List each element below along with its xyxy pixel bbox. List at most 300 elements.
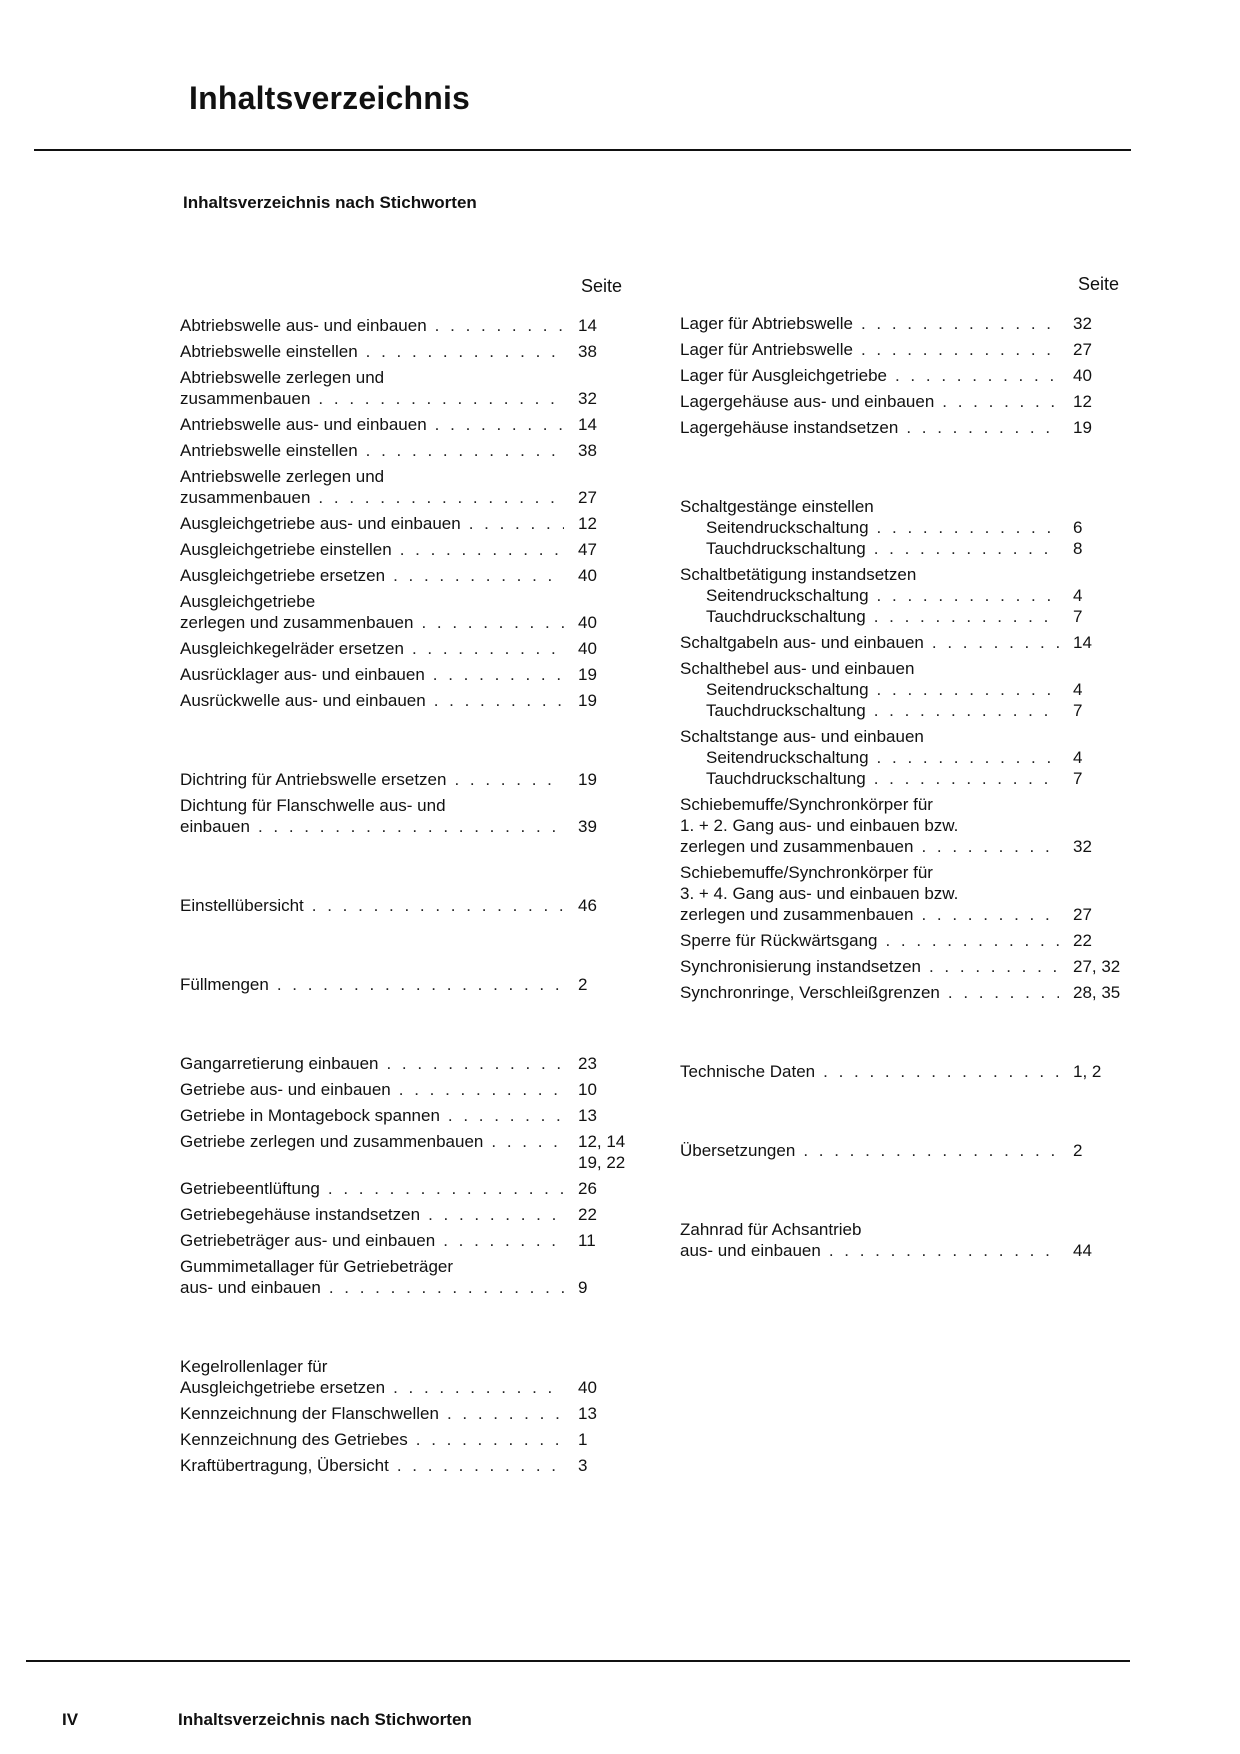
index-entry — [180, 513, 640, 534]
entry-text: Kennzeichnung des Getriebes — [180, 1430, 408, 1449]
entry-label — [680, 930, 1073, 951]
entry-page: 23 — [578, 1054, 597, 1073]
entry-page: 19 — [578, 770, 597, 789]
index-item — [180, 367, 640, 409]
entry-text: Tauchdruckschaltung — [706, 769, 866, 788]
index-item — [180, 895, 640, 916]
index-subtitle: Inhaltsverzeichnis nach Stichworten — [183, 193, 477, 212]
index-item — [180, 795, 640, 837]
leader-dots — [277, 974, 564, 995]
entry-page: 40 — [578, 613, 597, 632]
entry-line: Gummimetallager für Getriebeträger — [180, 1257, 454, 1276]
leader-dots — [258, 816, 564, 837]
entry-label — [680, 632, 1073, 653]
entry-label — [180, 414, 578, 435]
entry-label — [180, 388, 578, 409]
leader-dots — [929, 956, 1059, 977]
index-entry — [180, 1403, 640, 1424]
index-item — [680, 862, 1135, 925]
index-entry — [680, 768, 1135, 789]
index-entry — [680, 391, 1135, 412]
entry-text: Gangarretierung einbauen — [180, 1054, 379, 1073]
entry-page: 12, 14 — [578, 1132, 626, 1151]
entry-page: 4 — [1073, 586, 1083, 605]
entry-page: 13 — [578, 1106, 597, 1125]
index-item — [680, 930, 1135, 951]
leader-dots — [443, 1230, 564, 1251]
leader-dots — [447, 1403, 564, 1424]
entry-label — [180, 315, 578, 336]
index-item — [180, 664, 640, 685]
leader-dots — [829, 1240, 1059, 1261]
entry-page: 44 — [1073, 1241, 1092, 1260]
entry-text: zerlegen und zusammenbauen — [180, 613, 414, 632]
index-group — [180, 895, 640, 916]
leader-dots — [948, 982, 1059, 1003]
entry-label — [180, 1429, 578, 1450]
entry-page: 40 — [578, 1378, 597, 1397]
entry-line: Schiebemuffe/Synchronkörper für — [680, 863, 933, 882]
leader-dots — [877, 517, 1059, 538]
index-item — [180, 565, 640, 586]
index-item — [680, 313, 1135, 334]
leader-dots — [861, 339, 1059, 360]
index-item — [180, 1204, 640, 1225]
index-entry — [180, 612, 640, 633]
entry-text: Seitendruckschaltung — [706, 586, 869, 605]
index-entry — [180, 974, 640, 995]
entry-page: 22 — [578, 1205, 597, 1224]
leader-dots — [874, 606, 1059, 627]
entry-line: 1. + 2. Gang aus- und einbauen bzw. — [680, 816, 959, 835]
leader-dots — [877, 679, 1059, 700]
index-entry — [680, 632, 1135, 653]
index-item — [180, 1178, 640, 1199]
index-item — [680, 956, 1135, 977]
entry-label — [180, 341, 578, 362]
entry-text: Tauchdruckschaltung — [706, 701, 866, 720]
entry-label — [706, 700, 1073, 721]
index-item — [180, 341, 640, 362]
entry-text: zerlegen und zusammenbauen — [680, 837, 914, 856]
index-entry — [180, 1079, 640, 1100]
entry-text: Getriebeentlüftung — [180, 1179, 320, 1198]
index-group — [180, 1053, 640, 1298]
entry-line: Antriebswelle zerlegen und — [180, 467, 385, 486]
index-entry — [180, 638, 640, 659]
leader-dots — [366, 341, 564, 362]
index-entry — [180, 769, 640, 790]
entry-page: 9 — [578, 1278, 588, 1297]
index-item — [680, 564, 1135, 627]
entry-page: 32 — [1073, 314, 1092, 333]
entry-page: 6 — [1073, 518, 1083, 537]
entry-text: aus- und einbauen — [180, 1278, 321, 1297]
entry-text: zusammenbauen — [180, 389, 311, 408]
entry-label — [180, 513, 578, 534]
entry-page: 19 — [1073, 418, 1092, 437]
index-group — [180, 769, 640, 837]
index-item — [180, 591, 640, 633]
entry-text: Seitendruckschaltung — [706, 518, 869, 537]
index-group — [680, 496, 1135, 1003]
entry-page: 8 — [1073, 539, 1083, 558]
index-item — [180, 539, 640, 560]
leader-dots — [399, 1079, 564, 1100]
index-item — [680, 339, 1135, 360]
index-entry — [680, 313, 1135, 334]
entry-page: 46 — [578, 896, 597, 915]
index-entry — [680, 517, 1135, 538]
entry-page: 10 — [578, 1080, 597, 1099]
index-item — [180, 769, 640, 790]
entry-text: Lager für Antriebswelle — [680, 340, 853, 359]
entry-page: 38 — [578, 441, 597, 460]
leader-dots — [885, 930, 1059, 951]
index-entry — [680, 679, 1135, 700]
index-item — [180, 414, 640, 435]
entry-page: 40 — [1073, 366, 1092, 385]
index-item — [680, 365, 1135, 386]
entry-page: 26 — [578, 1179, 597, 1198]
index-entry — [680, 365, 1135, 386]
leader-dots — [400, 539, 564, 560]
entry-label — [680, 365, 1073, 386]
entry-label — [180, 974, 578, 995]
leader-dots — [921, 904, 1059, 925]
leader-dots — [469, 513, 564, 534]
entry-text: Lager für Abtriebswelle — [680, 314, 853, 333]
index-entry — [180, 1377, 640, 1398]
index-item — [680, 391, 1135, 412]
index-group — [680, 1140, 1135, 1161]
entry-page: 39 — [578, 817, 597, 836]
entry-label — [180, 664, 578, 685]
index-item — [680, 632, 1135, 653]
entry-text: Ausgleichkegelräder ersetzen — [180, 639, 404, 658]
index-entry — [180, 895, 640, 916]
entry-page: 47 — [578, 540, 597, 559]
index-item — [180, 1256, 640, 1298]
entry-page: 27 — [1073, 340, 1092, 359]
entry-text: Übersetzungen — [680, 1141, 796, 1160]
index-entry — [180, 664, 640, 685]
entry-text: Antriebswelle einstellen — [180, 441, 358, 460]
entry-page: 14 — [578, 415, 597, 434]
entry-page: 40 — [578, 639, 597, 658]
index-item — [180, 440, 640, 461]
entry-label — [706, 517, 1073, 538]
entry-heading: Schaltgestänge einstellen — [680, 497, 874, 516]
entry-line: Kegelrollenlager für — [180, 1357, 328, 1376]
index-entry — [680, 1240, 1135, 1261]
leader-dots — [435, 414, 564, 435]
entry-label — [180, 440, 578, 461]
entry-text: Lager für Ausgleichgetriebe — [680, 366, 887, 385]
leader-dots — [942, 391, 1059, 412]
index-entry — [180, 341, 640, 362]
leader-dots — [328, 1178, 564, 1199]
index-entry — [180, 487, 640, 508]
entry-text: zusammenbauen — [180, 488, 311, 507]
entry-label — [180, 690, 578, 711]
entry-heading: Schalthebel aus- und einbauen — [680, 659, 915, 678]
entry-text: zerlegen und zusammenbauen — [680, 905, 914, 924]
entry-text: Tauchdruckschaltung — [706, 607, 866, 626]
index-entry — [680, 1061, 1135, 1082]
entry-line: Abtriebswelle zerlegen und — [180, 368, 385, 387]
leader-dots — [874, 538, 1059, 559]
leader-dots — [393, 1377, 564, 1398]
entry-text: Synchronisierung instandsetzen — [680, 957, 921, 976]
index-entry — [680, 606, 1135, 627]
entry-text: Kraftübertragung, Übersicht — [180, 1456, 389, 1475]
index-group — [180, 974, 640, 995]
entry-text: Technische Daten — [680, 1062, 816, 1081]
entry-page: 11 — [578, 1231, 596, 1250]
leader-dots — [393, 565, 564, 586]
entry-label — [706, 679, 1073, 700]
entry-page: 2 — [578, 975, 588, 994]
index-entry — [180, 1277, 640, 1298]
entry-page: 14 — [578, 316, 597, 335]
leader-dots — [803, 1140, 1059, 1161]
entry-text: einbauen — [180, 817, 250, 836]
entry-label — [180, 1105, 578, 1126]
index-item — [180, 1356, 640, 1398]
entry-label — [180, 539, 578, 560]
index-entry — [180, 1204, 640, 1225]
entry-label — [180, 1230, 578, 1251]
index-entry — [180, 1230, 640, 1251]
index-item — [680, 1219, 1135, 1261]
entry-text: Einstellübersicht — [180, 896, 304, 915]
entry-text: Abtriebswelle aus- und einbauen — [180, 316, 427, 335]
leader-dots — [454, 769, 564, 790]
entry-label — [180, 1204, 578, 1225]
entry-label — [180, 769, 578, 790]
index-group — [680, 1061, 1135, 1082]
entry-text: Ausgleichgetriebe ersetzen — [180, 566, 386, 585]
entry-text: Seitendruckschaltung — [706, 748, 869, 767]
entry-page: 7 — [1073, 607, 1083, 626]
index-item — [680, 726, 1135, 789]
entry-page: 4 — [1073, 680, 1083, 699]
entry-label — [706, 585, 1073, 606]
entry-text: Füllmengen — [180, 975, 269, 994]
entry-label — [180, 638, 578, 659]
entry-page: 4 — [1073, 748, 1083, 767]
entry-continuation — [180, 1152, 640, 1173]
index-entry — [680, 538, 1135, 559]
entry-label — [180, 1178, 578, 1199]
index-entry — [180, 1455, 640, 1476]
index-entry — [680, 904, 1135, 925]
entry-line: Schiebemuffe/Synchronkörper für — [680, 795, 933, 814]
entry-label — [680, 417, 1073, 438]
entry-label — [180, 1377, 578, 1398]
leader-dots — [412, 638, 564, 659]
entry-line: 3. + 4. Gang aus- und einbauen bzw. — [680, 884, 959, 903]
entry-page: 19 — [578, 691, 597, 710]
entry-label — [180, 1053, 578, 1074]
index-item — [680, 1061, 1135, 1082]
index-item — [180, 315, 640, 336]
index-entry — [180, 388, 640, 409]
entry-label — [680, 956, 1073, 977]
entry-page: 7 — [1073, 701, 1083, 720]
entry-page: 19 — [578, 665, 597, 684]
index-entry — [680, 417, 1135, 438]
entry-page: 2 — [1073, 1141, 1083, 1160]
right-page-column-label: Seite — [1078, 274, 1120, 294]
entry-label — [680, 391, 1073, 412]
entry-text: Getriebe aus- und einbauen — [180, 1080, 391, 1099]
leader-dots — [877, 747, 1059, 768]
entry-heading: Schaltstange aus- und einbauen — [680, 727, 924, 746]
entry-page: 12 — [578, 514, 597, 533]
index-item — [680, 794, 1135, 857]
leader-dots — [491, 1131, 564, 1152]
entry-page: 27 — [578, 488, 597, 507]
entry-label — [680, 1240, 1073, 1261]
index-entry — [180, 816, 640, 837]
index-item — [180, 1053, 640, 1074]
entry-label — [680, 836, 1073, 857]
leader-dots — [318, 388, 564, 409]
left-page-column-label: Seite — [581, 276, 623, 296]
entry-label — [180, 1277, 578, 1298]
index-entry — [680, 585, 1135, 606]
entry-text: Synchronringe, Verschleißgrenzen — [680, 983, 940, 1002]
footer-page-number: IV — [62, 1710, 79, 1729]
entry-text: Ausrücklager aus- und einbauen — [180, 665, 425, 684]
entry-label — [706, 747, 1073, 768]
index-item — [680, 658, 1135, 721]
index-entry — [680, 982, 1135, 1003]
index-item — [180, 638, 640, 659]
index-item — [180, 1455, 640, 1476]
entry-text: Seitendruckschaltung — [706, 680, 869, 699]
entry-page: 32 — [578, 389, 597, 408]
entry-page: 7 — [1073, 769, 1083, 788]
entry-page: 38 — [578, 342, 597, 361]
leader-dots — [421, 612, 564, 633]
index-item — [680, 982, 1135, 1003]
entry-label — [180, 816, 578, 837]
entry-page: 12 — [1073, 392, 1092, 411]
entry-label — [180, 487, 578, 508]
entry-label — [180, 895, 578, 916]
index-item — [180, 1403, 640, 1424]
leader-dots — [366, 440, 564, 461]
index-item — [180, 466, 640, 508]
entry-label — [706, 538, 1073, 559]
entry-label — [180, 1131, 578, 1152]
entry-label — [706, 606, 1073, 627]
index-entry — [680, 956, 1135, 977]
index-item — [180, 1131, 640, 1173]
leader-dots — [386, 1053, 564, 1074]
index-entry — [180, 315, 640, 336]
index-entry — [180, 565, 640, 586]
entry-text: Abtriebswelle einstellen — [180, 342, 358, 361]
page-title: Inhaltsverzeichnis — [189, 80, 471, 116]
leader-dots — [448, 1105, 564, 1126]
entry-text: Tauchdruckschaltung — [706, 539, 866, 558]
entry-label — [680, 982, 1073, 1003]
entry-text: Ausgleichgetriebe aus- und einbauen — [180, 514, 461, 533]
entry-label — [680, 339, 1073, 360]
entry-page: 28, 35 — [1073, 983, 1121, 1002]
leader-dots — [932, 632, 1059, 653]
entry-label — [180, 612, 578, 633]
entry-page: 27, 32 — [1073, 957, 1121, 976]
entry-text: Sperre für Rückwärtsgang — [680, 931, 878, 950]
leader-dots — [434, 690, 564, 711]
entry-line: Dichtung für Flanschwelle aus- und — [180, 796, 446, 815]
entry-label — [680, 1061, 1073, 1082]
leader-dots — [921, 836, 1059, 857]
entry-label — [180, 565, 578, 586]
left-index-column — [180, 315, 640, 1534]
footer-title: Inhaltsverzeichnis nach Stichworten — [178, 1710, 472, 1729]
leader-dots — [906, 417, 1059, 438]
index-entry — [180, 1131, 640, 1152]
index-item — [680, 1140, 1135, 1161]
entry-line: Zahnrad für Achsantrieb — [680, 1220, 862, 1239]
index-group — [680, 1219, 1135, 1261]
leader-dots — [895, 365, 1059, 386]
leader-dots — [416, 1429, 564, 1450]
leader-dots — [823, 1061, 1059, 1082]
index-item — [180, 513, 640, 534]
entry-label — [706, 768, 1073, 789]
leader-dots — [428, 1204, 564, 1225]
entry-label — [680, 313, 1073, 334]
entry-text: Lagergehäuse aus- und einbauen — [680, 392, 935, 411]
leader-dots — [861, 313, 1059, 334]
entry-page: 13 — [578, 1404, 597, 1423]
entry-line: Ausgleichgetriebe — [180, 592, 316, 611]
entry-page: 14 — [1073, 633, 1092, 652]
entry-page-continued: 19, 22 — [578, 1153, 626, 1172]
entry-text: Getriebeträger aus- und einbauen — [180, 1231, 436, 1250]
top-divider — [34, 149, 1131, 151]
entry-label — [180, 1455, 578, 1476]
index-item — [180, 1079, 640, 1100]
index-item — [180, 690, 640, 711]
index-item — [680, 417, 1135, 438]
entry-text: Dichtring für Antriebswelle ersetzen — [180, 770, 447, 789]
entry-page: 40 — [578, 566, 597, 585]
entry-text: aus- und einbauen — [680, 1241, 821, 1260]
leader-dots — [877, 585, 1059, 606]
entry-label — [180, 1403, 578, 1424]
index-entry — [180, 690, 640, 711]
index-item — [680, 496, 1135, 559]
index-entry — [180, 414, 640, 435]
index-group — [680, 313, 1135, 438]
index-group — [180, 315, 640, 711]
index-entry — [180, 440, 640, 461]
bottom-divider — [26, 1660, 1130, 1662]
entry-page: 3 — [578, 1456, 588, 1475]
index-entry — [680, 1140, 1135, 1161]
index-entry — [180, 1429, 640, 1450]
leader-dots — [433, 664, 564, 685]
index-entry — [680, 836, 1135, 857]
